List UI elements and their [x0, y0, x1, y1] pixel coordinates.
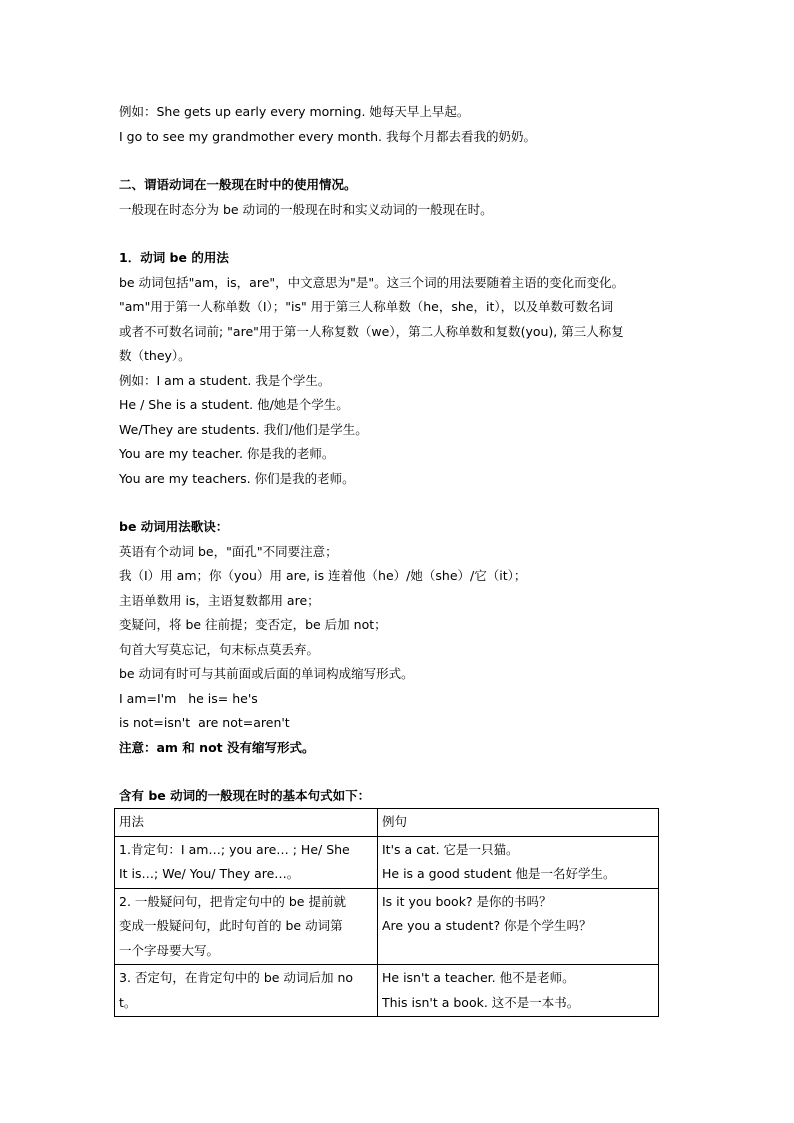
mnemonic-line: 句首大写莫忘记，句末标点莫丢弃。: [119, 641, 320, 657]
header-example: 例句: [378, 809, 659, 837]
mnemonic-heading: be 动词用法歌诀：: [119, 519, 229, 534]
table-row: [115, 965, 659, 1017]
document-body: [119, 100, 679, 760]
warning-note: 注意：am 和 not 没有缩写形式。: [119, 739, 315, 755]
example-sentence: You are my teacher. 你是我的老师。: [119, 446, 335, 461]
table-caption: 含有 be 动词的一般现在时的基本句式如下：: [119, 788, 371, 803]
example-sentence: We/They are students. 我们/他们是学生。: [119, 421, 368, 437]
usage-cell: [115, 965, 378, 1017]
usage-line: It is…; We/ You/ They are…。: [119, 866, 300, 881]
mnemonic-line: 主语单数用 is，主语复数都用 are；: [119, 592, 320, 608]
example-line: Is it you book? 是你的书吗？: [382, 893, 552, 909]
contraction-note: be 动词有时可与其前面或后面的单词构成缩写形式。: [119, 666, 414, 681]
table-row: [115, 888, 659, 965]
example-line: He is a good student 他是一名好学生。: [382, 866, 616, 881]
example-cell: [378, 888, 659, 965]
usage-line: 3. 否定句，在肯定句中的 be 动词后加 no: [119, 970, 354, 985]
example-line: This isn't a book. 这不是一本书。: [382, 994, 580, 1010]
usage-line: 2. 一般疑问句，把肯定句中的 be 提前就: [119, 893, 346, 909]
table-header-row: [115, 809, 659, 837]
usage-cell: [115, 888, 378, 965]
example-line: He isn't a teacher. 他不是老师。: [382, 970, 575, 985]
contraction-example: I am=I'm he is= he's: [119, 690, 258, 706]
usage-cell: [115, 836, 378, 888]
paragraph-line: "am"用于第一人称单数（I）；"is" 用于第三人称单数（he，she，it），以及单数可数名词: [119, 299, 614, 314]
example-sentence: You are my teachers. 你们是我的老师。: [119, 470, 355, 486]
usage-line: 一个字母要大写。: [119, 942, 220, 958]
usage-line: t。: [119, 994, 137, 1010]
example-sentence: I go to see my grandmother every month. 我每个月都去看我的奶奶。: [119, 128, 536, 144]
grammar-table: [114, 808, 659, 1017]
mnemonic-line: 变疑问，将 be 往前提；变否定，be 后加 not；: [119, 617, 387, 632]
table-row: [115, 836, 659, 888]
example-cell: [378, 836, 659, 888]
subsection-heading: 1．动词 be 的用法: [119, 250, 229, 265]
paragraph-line: be 动词包括"am，is，are"，中文意思为"是"。这三个词的用法要随着主语的变化而变化。: [119, 274, 625, 290]
section-intro: 一般现在时态分为 be 动词的一般现在时和实义动词的一般现在时。: [119, 201, 493, 217]
contraction-example: is not=isn't are not=aren't: [119, 715, 290, 730]
header-usage: 用法: [115, 809, 378, 837]
usage-line: 变成一般疑问句，此时句首的 be 动词第: [119, 918, 343, 933]
paragraph-line: 数（they）。: [119, 348, 191, 363]
example-line: It's a cat. 它是一只猫。: [382, 841, 519, 857]
example-cell: [378, 965, 659, 1017]
example-sentence: 例如：She gets up early every morning. 她每天早上早起。: [119, 104, 470, 119]
example-line: Are you a student? 你是个学生吗？: [382, 918, 592, 933]
paragraph-line: 或者不可数名词前; "are"用于第一人称复数（we），第二人称单数和复数(you), 第三人称复: [119, 323, 624, 339]
example-sentence: He / She is a student. 他/她是个学生。: [119, 397, 349, 412]
mnemonic-line: 我（I）用 am；你（you）用 are, is 连着他（he）/她（she）/它（it）；: [119, 568, 527, 583]
mnemonic-line: 英语有个动词 be，"面孔"不同要注意；: [119, 543, 338, 559]
usage-line: 1.肯定句：I am…; you are… ; He/ She: [119, 841, 350, 857]
section-heading: 二、谓语动词在一般现在时中的使用情况。: [119, 177, 357, 192]
example-sentence: 例如：I am a student. 我是个学生。: [119, 372, 331, 388]
